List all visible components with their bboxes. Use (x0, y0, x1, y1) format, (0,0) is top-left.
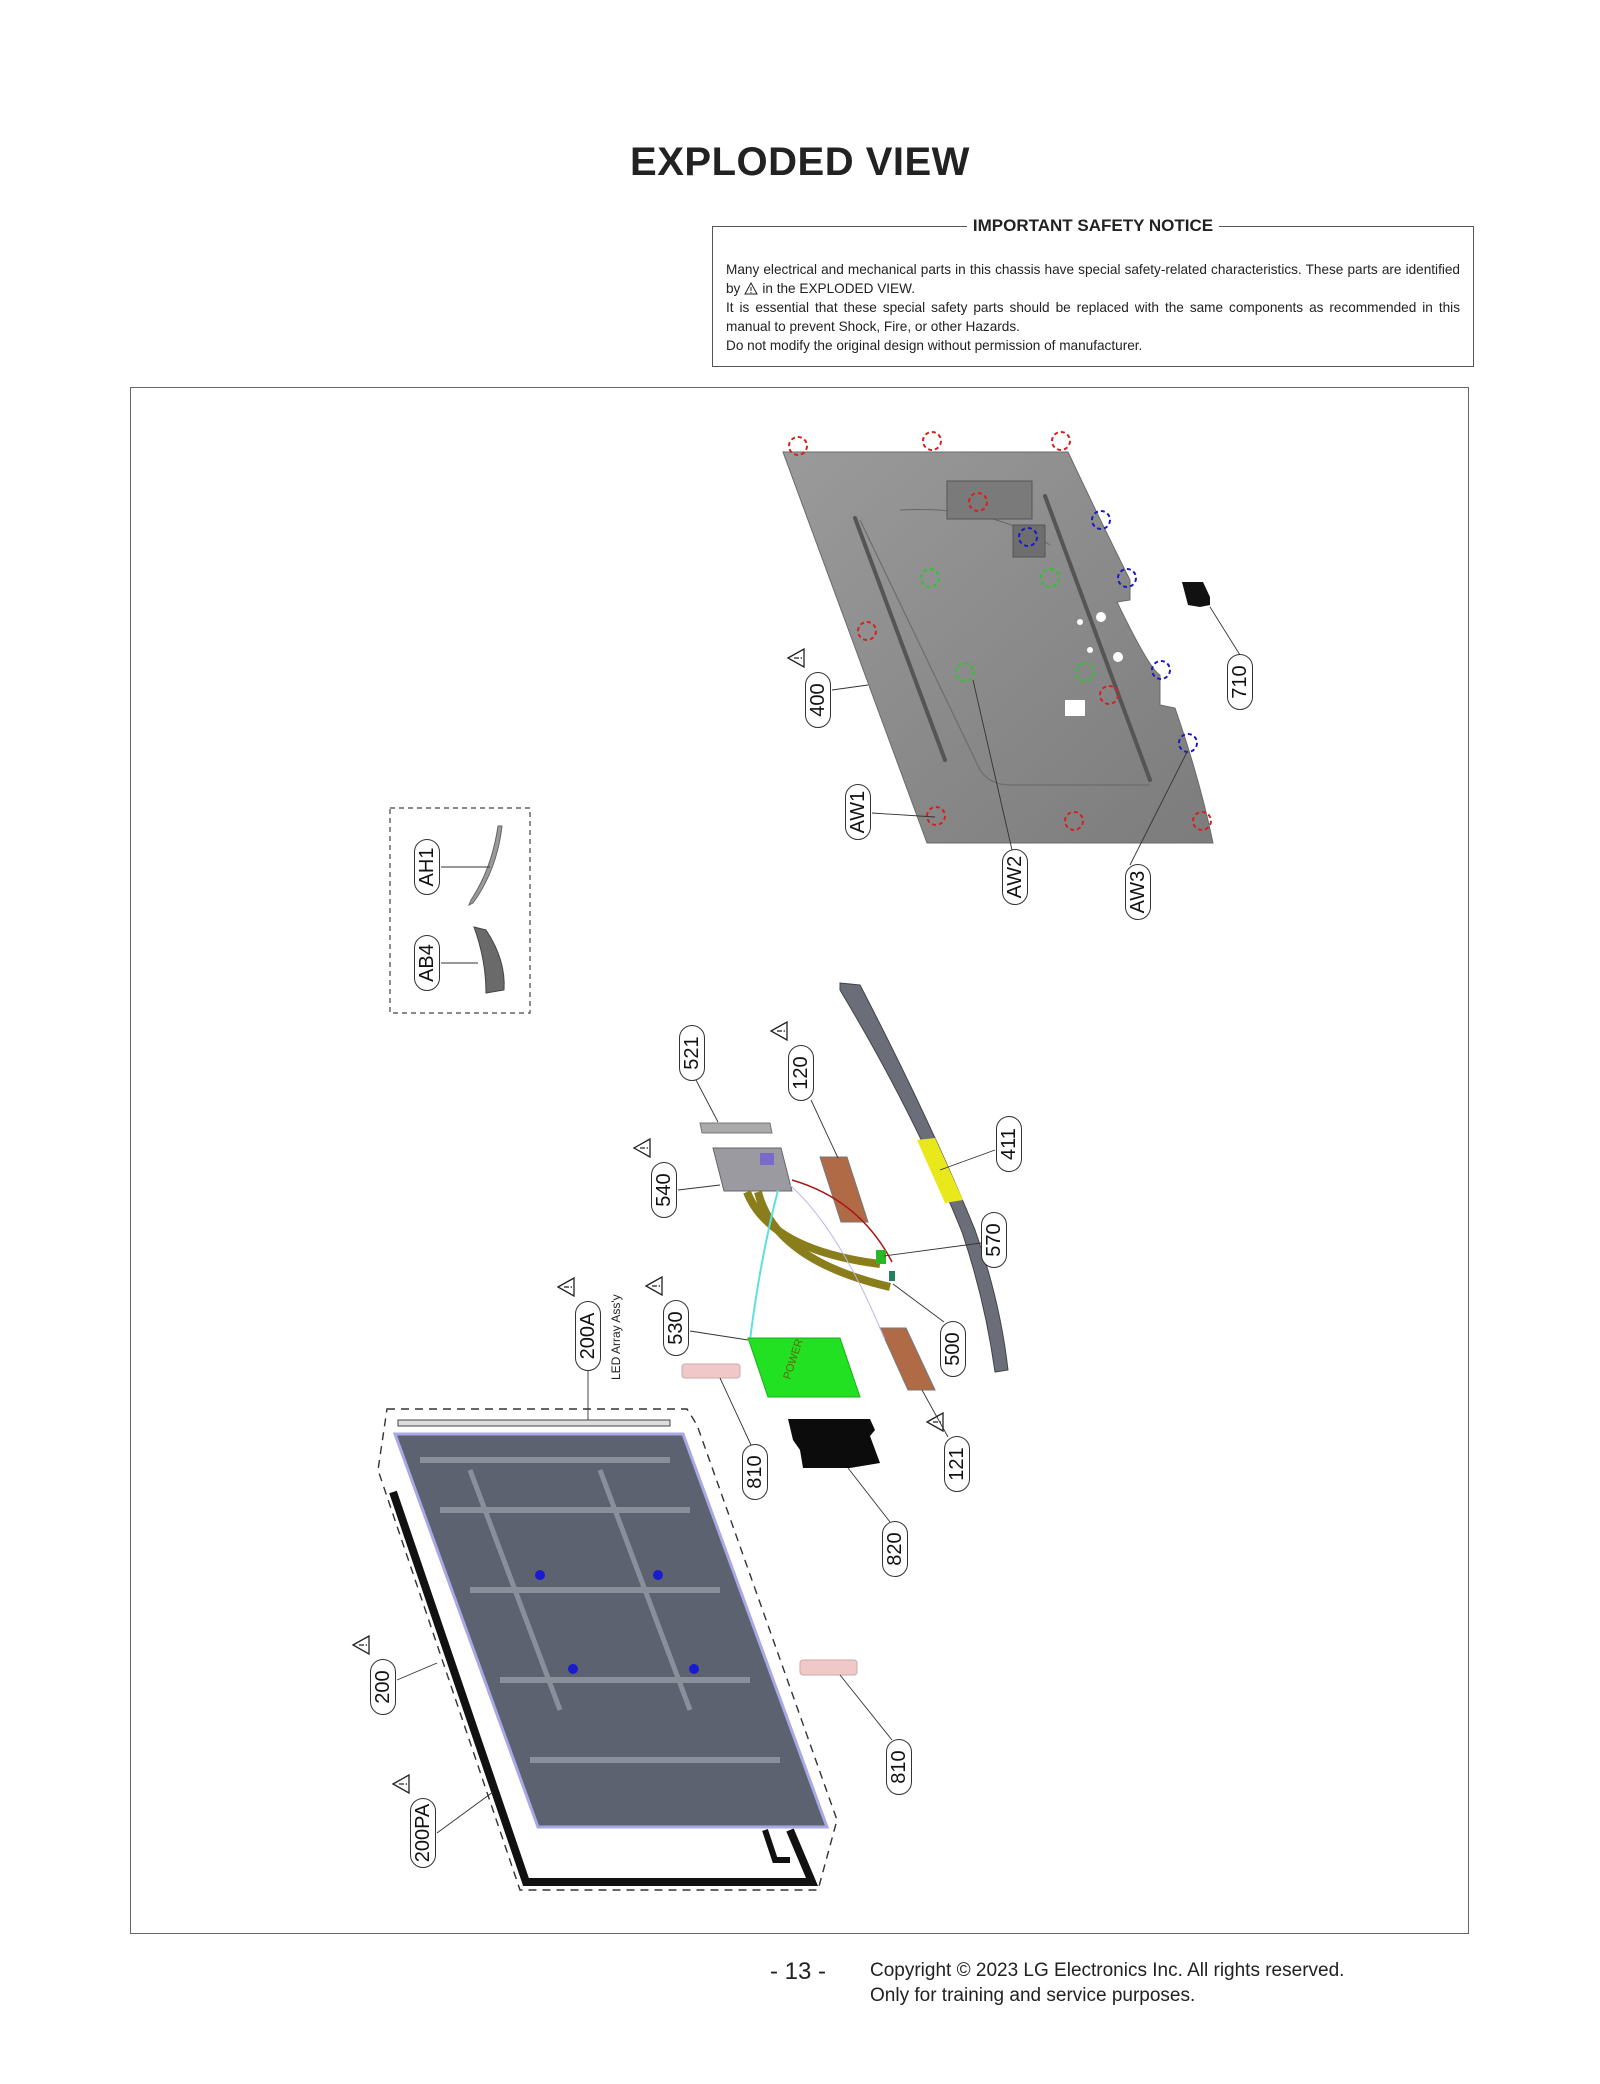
power-board-part-530 (748, 1338, 860, 1397)
callout-521: 521 (679, 1025, 705, 1081)
bracket-bar-part-411 (840, 983, 1008, 1372)
callout-810: 810 (886, 1739, 912, 1795)
callout-710: 710 (1227, 654, 1253, 710)
copyright-line2: Only for training and service purposes. (870, 1985, 1196, 2006)
callout-810: 810 (742, 1444, 768, 1500)
safety-notice-line1b: in the EXPLODED VIEW. (762, 281, 915, 296)
ir-module-part-810 (800, 1660, 857, 1675)
warning-triangle-icon (925, 1411, 945, 1433)
screw-red (923, 432, 941, 450)
callout-530: 530 (663, 1300, 689, 1356)
safety-notice-line1a: Many electrical and mechanical parts in this chassis have special safety-related characteristics. These parts are identified by (726, 262, 1460, 296)
callout-aw2: AW2 (1002, 849, 1028, 905)
callout-200: 200 (370, 1659, 396, 1715)
page-number: - 13 - (770, 1958, 827, 1985)
screw-red (1052, 432, 1070, 450)
back-cover-part-400 (783, 452, 1213, 843)
led-array-note: LED Array Ass'y (609, 1294, 623, 1380)
warning-triangle-icon (632, 1137, 652, 1159)
callout-ah1: AH1 (414, 839, 440, 895)
cables (747, 1180, 892, 1340)
safety-notice-line2: It is essential that these special safety parts should be replaced with the same components as recommended in this manual to prevent Shock, Fire, or other Hazards. (726, 300, 1460, 334)
led-array-part-200a (398, 1420, 670, 1426)
ir-board-part-570 (876, 1250, 886, 1264)
callout-200pa: 200PA (410, 1798, 436, 1868)
callout-500: 500 (940, 1321, 966, 1377)
copyright-line1: Copyright © 2023 LG Electronics Inc. All rights reserved. (870, 1960, 1345, 1981)
callout-aw1: AW1 (845, 784, 871, 840)
page-title: EXPLODED VIEW (630, 140, 970, 184)
connector-part-500 (889, 1271, 895, 1281)
speaker-part-120 (820, 1157, 868, 1222)
copyright (870, 1958, 1344, 2008)
insulator-part-820 (788, 1419, 880, 1468)
speaker-part-121 (880, 1328, 935, 1390)
callout-121: 121 (944, 1436, 970, 1492)
bracket-part-521 (700, 1123, 772, 1133)
frame-stripe (765, 1830, 790, 1860)
warning-triangle-icon (556, 1276, 576, 1298)
accessory-box (390, 808, 530, 1013)
power-board-text: POWER (781, 1337, 806, 1381)
callout-820: 820 (882, 1521, 908, 1577)
callout-120: 120 (788, 1045, 814, 1101)
cable-cover-part-ab4 (474, 927, 504, 993)
warning-triangle-icon (391, 1773, 411, 1795)
warning-triangle-icon (644, 1275, 664, 1297)
safety-notice-line3: Do not modify the original design without permission of manufacturer. (726, 338, 1143, 353)
callout-200a: 200A (575, 1301, 601, 1371)
main-board-part-540 (713, 1148, 792, 1191)
callout-411: 411 (996, 1116, 1022, 1172)
warning-triangle-icon (786, 647, 806, 669)
bracket-part-710 (1182, 582, 1210, 607)
warning-triangle-icon (351, 1634, 371, 1656)
warning-triangle-icon (769, 1020, 789, 1042)
callout-570: 570 (981, 1212, 1007, 1268)
cable-holder-part-ah1 (469, 826, 502, 905)
callout-400: 400 (805, 672, 831, 728)
safety-notice-title: IMPORTANT SAFETY NOTICE (967, 216, 1219, 235)
callout-540: 540 (651, 1162, 677, 1218)
callout-ab4: AB4 (414, 935, 440, 991)
ir-module-part-810 (682, 1364, 740, 1378)
callout-aw3: AW3 (1125, 864, 1151, 920)
